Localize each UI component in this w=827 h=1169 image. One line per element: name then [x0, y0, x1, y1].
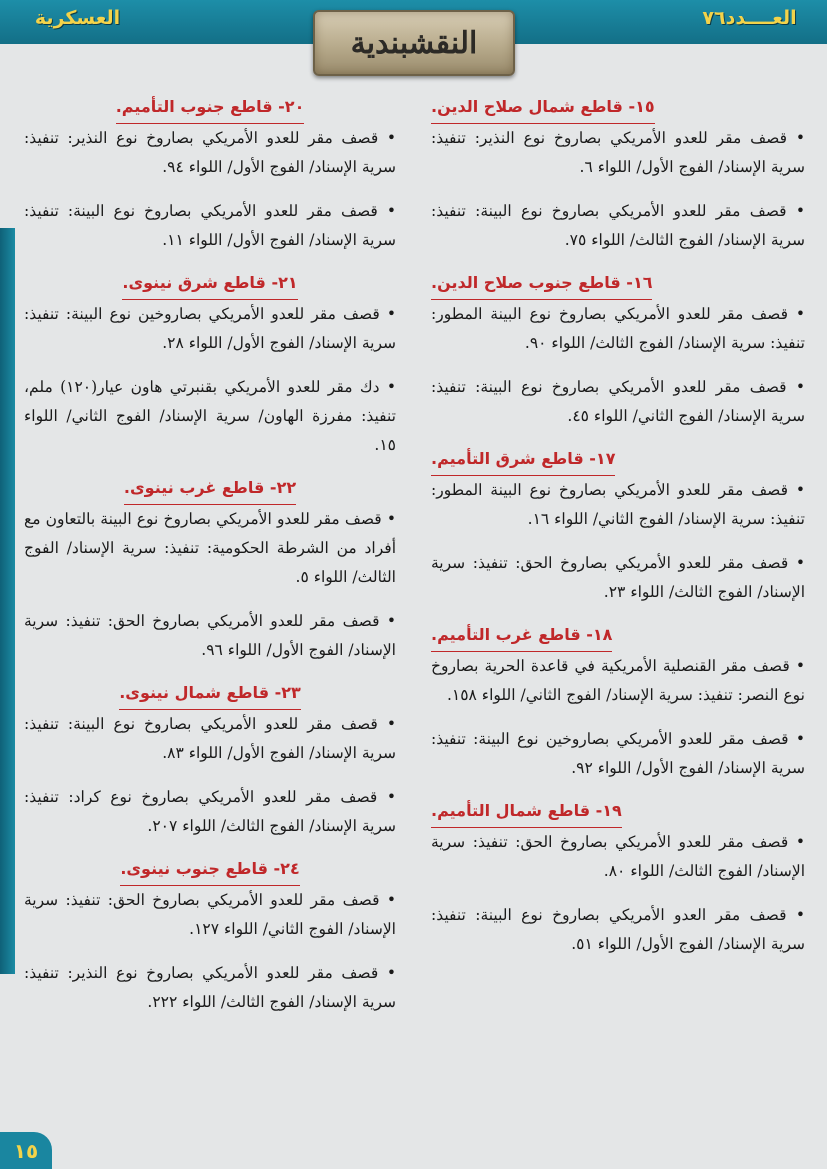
list-item: • قصف مقر القنصلية الأمريكية في قاعدة الحرية بصاروخ نوع النصر: تنفيذ: سرية الإسناد/ الفوج الثاني/ اللواء ١٥٨.	[431, 652, 805, 710]
section-19	[431, 798, 805, 959]
list-item: • قصف مقر للعدو الأمريكي بصاروخ نوع النذير: تنفيذ: سرية الإسناد/ الفوج الثالث/ اللواء ٢٢٢.	[24, 959, 396, 1017]
section-title: ١٧- قاطع شرق التأميم.	[431, 446, 805, 476]
section-22	[24, 475, 396, 665]
list-item: • قصف مقر للعدو الأمريكي بصاروخ نوع البينة المطور: تنفيذ: سرية الإسناد/ الفوج الثالث/ اللواء ٩٠.	[431, 300, 805, 358]
section-title: ٢٢- قاطع غرب نينوى.	[24, 475, 396, 505]
section-title: ١٩- قاطع شمال التأميم.	[431, 798, 805, 828]
list-item: • قصف مقر للعدو الأمريكي بصاروخ الحق: تنفيذ: سرية الإسناد/ الفوج الثالث/ اللواء ٨٠.	[431, 828, 805, 886]
list-item: • قصف مقر للعدو الأمريكي بصاروخ نوع النذير: تنفيذ: سرية الإسناد/ الفوج الأول/ اللواء ٦.	[431, 124, 805, 182]
section-title: ٢١- قاطع شرق نينوى.	[24, 270, 396, 300]
list-item: • قصف مقر للعدو الأمريكي بصاروخ الحق: تنفيذ: سرية الإسناد/ الفوج الثالث/ اللواء ٢٣.	[431, 549, 805, 607]
issue-number: العــــدد٧٦	[702, 7, 797, 29]
list-item: • قصف مقر للعدو الأمريكي بصاروخ نوع البينة بالتعاون مع أفراد من الشرطة الحكومية: تنفيذ: سرية الإسناد/ الفوج الثالث/ اللواء ٥.	[24, 505, 396, 592]
list-item: • دك مقر للعدو الأمريكي بقنبرتي هاون عيار(١٢٠) ملم، تنفيذ: مفرزة الهاون/ سرية الإسناد/ الفوج الثاني/ اللواء ١٥.	[24, 373, 396, 460]
section-18	[431, 622, 805, 783]
list-item: • قصف مقر للعدو الأمريكي بصاروخ نوع البينة: تنفيذ: سرية الإسناد/ الفوج الأول/ اللواء ١١.	[24, 197, 396, 255]
section-15	[431, 94, 805, 255]
section-title: ٢٣- قاطع شمال نينوى.	[24, 680, 396, 710]
section-title: ١٨- قاطع غرب التأميم.	[431, 622, 805, 652]
list-item: • قصف مقر للعدو الأمريكي بصاروخ نوع البينة: تنفيذ: سرية الإسناد/ الفوج الثالث/ اللواء ٧٥.	[431, 197, 805, 255]
list-item: • قصف مقر للعدو الأمريكي بصاروخ نوع البينة: تنفيذ: سرية الإسناد/ الفوج الأول/ اللواء ٨٣.	[24, 710, 396, 768]
list-item: • قصف مقر للعدو الأمريكي بصاروخين نوع البينة: تنفيذ: سرية الإسناد/ الفوج الأول/ اللواء ٩٢.	[431, 725, 805, 783]
section-24	[24, 856, 396, 1017]
section-23	[24, 680, 396, 841]
list-item: • قصف مقر للعدو الأمريكي بصاروخ نوع البينة المطور: تنفيذ: سرية الإسناد/ الفوج الثاني/ اللواء ١٦.	[431, 476, 805, 534]
section-title: ٢٤- قاطع جنوب نينوى.	[24, 856, 396, 886]
list-item: • قصف مقر للعدو الأمريكي بصاروخ الحق: تنفيذ: سرية الإسناد/ الفوج الأول/ اللواء ٩٦.	[24, 607, 396, 665]
section-20	[24, 94, 396, 255]
list-item: • قصف مقر للعدو الأمريكي بصاروخ نوع النذير: تنفيذ: سرية الإسناد/ الفوج الأول/ اللواء ٩٤.	[24, 124, 396, 182]
section-label: العسكرية	[34, 7, 121, 29]
list-item: • قصف مقر للعدو الأمريكي بصاروخين نوع البينة: تنفيذ: سرية الإسناد/ الفوج الأول/ اللواء ٢٨.	[24, 300, 396, 358]
magazine-logo: النقشبندية	[313, 10, 515, 76]
section-title: ٢٠- قاطع جنوب التأميم.	[24, 94, 396, 124]
left-column	[24, 94, 396, 1032]
side-accent-strip	[0, 228, 15, 974]
list-item: • قصف مقر للعدو الأمريكي بصاروخ نوع البينة: تنفيذ: سرية الإسناد/ الفوج الثاني/ اللواء ٤٥.	[431, 373, 805, 431]
list-item: • قصف مقر للعدو الأمريكي بصاروخ نوع كراد: تنفيذ: سرية الإسناد/ الفوج الثالث/ اللواء ٢٠٧.	[24, 783, 396, 841]
list-item: • قصف مقر العدو الأمريكي بصاروخ نوع البينة: تنفيذ: سرية الإسناد/ الفوج الأول/ اللواء ٥١.	[431, 901, 805, 959]
section-title: ١٥- قاطع شمال صلاح الدين.	[431, 94, 805, 124]
page-number: ١٥	[0, 1132, 52, 1169]
section-21	[24, 270, 396, 460]
section-title: ١٦- قاطع جنوب صلاح الدين.	[431, 270, 805, 300]
list-item: • قصف مقر للعدو الأمريكي بصاروخ الحق: تنفيذ: سرية الإسناد/ الفوج الثاني/ اللواء ١٢٧.	[24, 886, 396, 944]
right-column	[431, 94, 805, 974]
section-16	[431, 270, 805, 431]
section-17	[431, 446, 805, 607]
